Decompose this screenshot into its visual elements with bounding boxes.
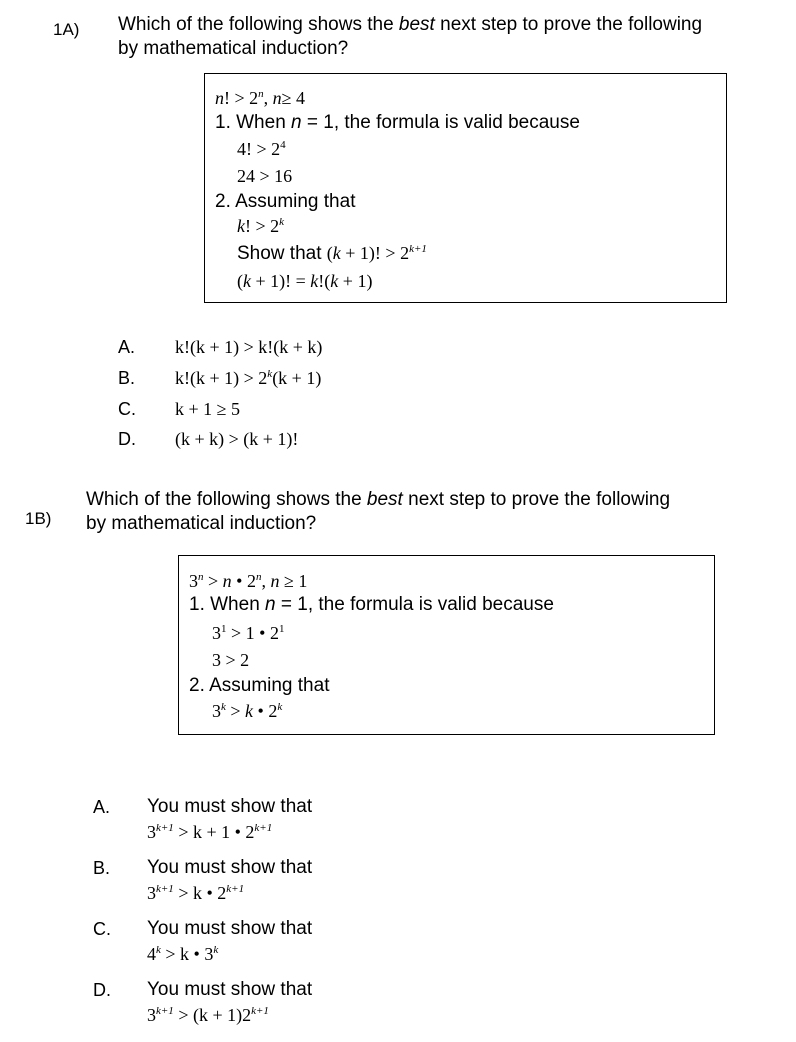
option-expression: $3^{k+1} > k$ • $2^{k+1}$	[147, 883, 245, 903]
stem-text: Which of the following shows the	[118, 14, 399, 35]
base-case-inequality: $3^1 > 1$ • $2^1$	[212, 623, 285, 643]
step-2-line: 2. Assuming that	[189, 675, 330, 696]
stem-text: next step to prove the following	[434, 14, 703, 35]
stem-text-line2: by mathematical induction?	[86, 513, 317, 534]
option-lead-text: You must show that	[147, 796, 313, 817]
stem-emphasis: best	[366, 489, 403, 510]
stem-emphasis: best	[398, 14, 435, 35]
option-letter-c: C.	[93, 919, 111, 939]
option-letter-b: B.	[93, 858, 111, 878]
proof-box-1a	[204, 73, 727, 303]
option-letter-c: C.	[118, 399, 136, 419]
question-stem-1b	[86, 488, 786, 536]
question-number-1a: 1A)	[53, 20, 80, 39]
proof-box-1b	[178, 555, 715, 735]
step-1-line: 1. When n = 1, the formula is valid because	[189, 594, 554, 615]
assumption-inequality: k! > $2^k$	[237, 216, 285, 236]
option-1b-d[interactable]	[147, 978, 312, 1028]
stem-text-line2: by mathematical induction?	[118, 38, 349, 59]
option-expression: $3^{k+1} > k + 1$ • $2^{k+1}$	[147, 822, 273, 842]
option-1b-b[interactable]	[147, 856, 312, 906]
step-2-line: 2. Assuming that	[215, 191, 356, 212]
show-that-line: Show that (k + 1)! > $2^{k+1}$	[237, 243, 427, 264]
given-inequality: n! > $2^n$, n≥ 4	[215, 88, 306, 108]
option-letter-a: A.	[118, 337, 136, 357]
base-case-value: 24 > 16	[237, 166, 293, 186]
option-1b-a[interactable]	[147, 795, 312, 845]
option-lead-text: You must show that	[147, 857, 313, 878]
option-1a-b[interactable]: $k!(k + 1) > 2^k(k + 1)$	[175, 368, 322, 388]
option-expression: $4^k > k$ • 3$^k$	[147, 944, 219, 964]
option-1a-d[interactable]: (k + k) > (k + 1)!	[175, 429, 299, 449]
option-lead-text: You must show that	[147, 979, 313, 1000]
option-expression: $3^{k+1} > (k + 1)2^{k+1}$	[147, 1005, 269, 1025]
assumption-inequality: $3^k > k$ • 2$^k$	[212, 701, 283, 721]
question-stem-1a	[118, 13, 788, 61]
stem-text: Which of the following shows the	[86, 489, 367, 510]
given-inequality: $3^n > n$ • 2$^n$, n ≥ 1	[189, 571, 308, 591]
option-letter-d: D.	[118, 429, 136, 449]
base-case-value: 3 > 2	[212, 650, 250, 670]
base-case-inequality: 4! > $2^4$	[237, 139, 286, 159]
option-1b-c[interactable]	[147, 917, 312, 967]
option-letter-d: D.	[93, 980, 111, 1000]
option-lead-text: You must show that	[147, 918, 313, 939]
option-1a-c[interactable]: k + 1 ≥ 5	[175, 399, 241, 419]
option-letter-a: A.	[93, 797, 111, 817]
expansion-line: (k + 1)! = k!(k + 1)	[237, 271, 373, 291]
stem-text: next step to prove the following	[402, 489, 671, 510]
question-number-1b: 1B)	[25, 509, 52, 528]
step-1-line: 1. When n = 1, the formula is valid because	[215, 112, 580, 133]
option-letter-b: B.	[118, 368, 136, 388]
option-1a-a[interactable]: k!(k + 1) > k!(k + k)	[175, 337, 323, 357]
